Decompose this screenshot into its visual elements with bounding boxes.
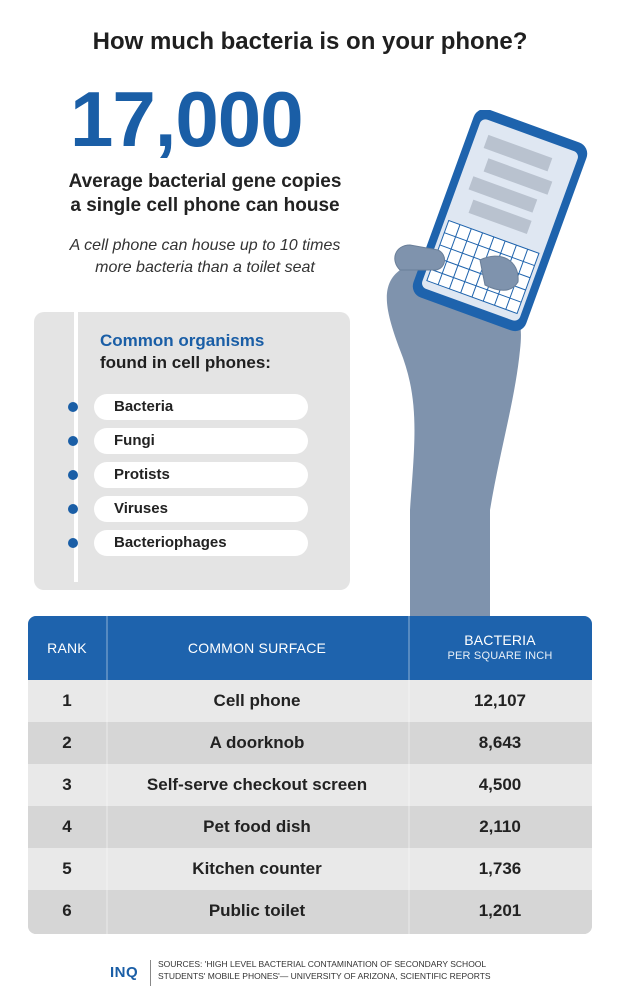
header-surface: COMMON SURFACE <box>187 640 327 656</box>
table-header <box>28 616 592 680</box>
footer <box>110 958 570 988</box>
surface-cell: A doorknob <box>209 733 305 752</box>
table-row <box>28 680 592 722</box>
organisms-title-rest: found in cell phones: <box>100 353 271 372</box>
bullet-dot-icon <box>68 538 78 548</box>
sources-line2: STUDENTS' MOBILE PHONES'— UNIVERSITY OF ARIZONA, SCIENTIFIC REPORTS <box>158 971 491 981</box>
bacteria-cell: 4,500 <box>478 775 522 794</box>
organism-label: Bacteria <box>94 394 308 420</box>
header-bacteria-main: BACTERIA <box>464 632 536 648</box>
rank-cell: 2 <box>62 733 72 752</box>
organisms-panel <box>34 312 350 590</box>
rank-cell: 5 <box>62 859 72 878</box>
sources-text <box>158 958 578 982</box>
rank-cell: 4 <box>62 817 72 836</box>
bullet-dot-icon <box>68 436 78 446</box>
surface-cell: Pet food dish <box>203 817 311 836</box>
table-row <box>28 890 592 934</box>
footer-divider <box>150 960 151 986</box>
inq-logo: INQ <box>110 964 139 981</box>
bacteria-cell: 1,736 <box>478 859 522 878</box>
bacteria-cell: 2,110 <box>479 817 521 836</box>
bacteria-table <box>28 616 592 934</box>
bacteria-cell: 8,643 <box>478 733 522 752</box>
surface-cell: Kitchen counter <box>192 859 322 878</box>
rank-cell: 3 <box>62 775 72 794</box>
table-row <box>28 806 592 848</box>
table-row <box>28 848 592 890</box>
note-line1: A cell phone can house up to 10 times <box>69 237 341 254</box>
hand-holding-phone-icon <box>360 110 620 630</box>
sources-line1: SOURCES: 'HIGH LEVEL BACTERIAL CONTAMINATION OF SECONDARY SCHOOL <box>158 959 487 969</box>
column-divider <box>408 616 410 934</box>
stat-label-line2: a single cell phone can house <box>70 195 340 216</box>
stat-label <box>40 170 370 218</box>
organism-label: Bacteriophages <box>94 530 308 556</box>
bacteria-cell: 12,107 <box>474 691 526 710</box>
page-title: How much bacteria is on your phone? <box>92 28 528 55</box>
comparison-note <box>40 235 370 279</box>
stat-label-line1: Average bacterial gene copies <box>68 171 342 192</box>
bacteria-cell: 1,201 <box>478 901 522 920</box>
organism-label: Fungi <box>94 428 308 454</box>
rank-cell: 1 <box>62 691 72 710</box>
organism-label: Protists <box>94 462 308 488</box>
header-rank: RANK <box>47 640 87 656</box>
bullet-dot-icon <box>68 470 78 480</box>
organism-label: Viruses <box>94 496 308 522</box>
organisms-title <box>100 330 271 374</box>
surface-cell: Public toilet <box>208 901 306 920</box>
table-row <box>28 764 592 806</box>
surface-cell: Self-serve checkout screen <box>146 775 368 794</box>
bullet-dot-icon <box>68 402 78 412</box>
stat-number: 17,000 <box>70 75 303 163</box>
bullet-dot-icon <box>68 504 78 514</box>
column-divider <box>106 616 108 934</box>
rank-cell: 6 <box>62 901 72 920</box>
header-bacteria-sub: PER SQUARE INCH <box>447 650 553 662</box>
table-row <box>28 722 592 764</box>
organisms-title-accent: Common organisms <box>100 331 265 350</box>
surface-cell: Cell phone <box>213 691 301 710</box>
header-bacteria <box>408 616 592 680</box>
note-line2: more bacteria than a toilet seat <box>95 259 315 276</box>
